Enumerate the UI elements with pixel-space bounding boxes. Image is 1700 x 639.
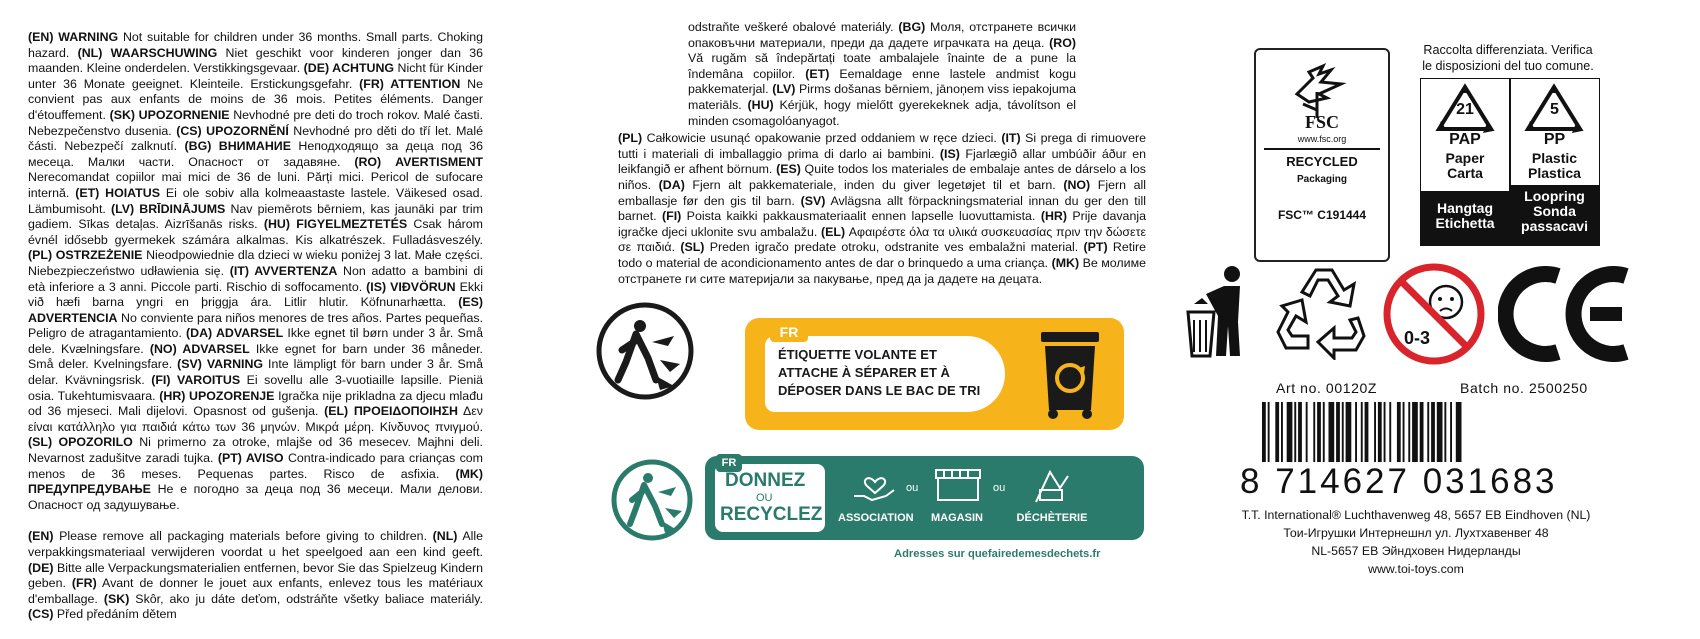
language-text: Poista kaikki pakkausmateriaalit ennen lapselle luovuttamista.	[681, 209, 1041, 224]
ou-label-1: ou	[906, 482, 919, 494]
language-text: Csak három évnél idősebb gyermekek számára alkalmas. Kis alkatrészek. Fulladásveszély.	[28, 217, 483, 247]
language-code: (PT) AVISO	[217, 451, 284, 466]
language-code: (SK) UPOZORNENIE	[109, 107, 230, 122]
language-text: Δεν είναι κατάλληλο για παιδιά κάτω των 36 μηνών. Μικρά μέρη. Κίνδυνος πνιγμού.	[28, 404, 483, 434]
address-line-3: NL-5657 ЕВ Эйндховен Нидерланды	[1311, 544, 1521, 558]
association-label: ASSOCIATION	[838, 512, 914, 524]
language-code: (SV)	[800, 193, 826, 208]
language-code: (FR)	[71, 576, 97, 591]
language-text: Not suitable for children under 36 months. Small parts. Choking hazard.	[28, 30, 483, 60]
language-text: Ве молиме отстранете ги сите материјали за пакување, пред да ја дадете на децата.	[618, 255, 1146, 286]
language-text: Ikke egnet for barn under 36 måneder. Små deler. Kvelningsfare.	[28, 341, 483, 372]
fsc-code: FSC™ C191444	[1277, 208, 1367, 222]
language-text: Ei sovellu alle 3-vuotiaille lapsille. Pieniä osia. Tukehtumisvaara.	[28, 373, 484, 403]
language-text: Całkowicie usunąć opakowanie przed oddaniem w ręce dzieci.	[642, 131, 1002, 146]
decheterie-label: DÉCHÈTERIE	[1016, 512, 1088, 524]
packaging-paragraph-2b	[618, 131, 1146, 287]
language-text: Kérjük, hogy mielőtt gyerekeknek adja, távolítson el minden csomagolóanyagot.	[688, 97, 1076, 128]
language-code: (NO) ADVARSEL	[149, 341, 250, 356]
language-text: Nerecomandat copiilor mai mici de 36 de luni. Părți mici. Pericol de sufocare internă.	[28, 170, 483, 200]
language-text: odstraňte veškeré obalové materiály.	[688, 20, 899, 34]
language-code: (RO) AVERTISMENT	[354, 154, 483, 169]
address-line-2: Тои-Игрушки Интернешнл ул. Лухтхавенвег 48	[1283, 526, 1549, 540]
language-text: Fjern all emballasje før den gis til barn.	[618, 177, 1146, 208]
language-text: Skôr, ako ju dáte deťom, odstráňte všetky baliace materiály.	[129, 591, 483, 606]
language-text: Niet geschikt voor kinderen jonger dan 36 maanden. Kleine onderdelen. Verstikkingsgevaar.	[28, 45, 483, 76]
language-code: (CS)	[28, 607, 54, 622]
language-text: Nevhodné pro děti do tří let. Malé části. Nebezpečí zalknutí.	[28, 123, 483, 154]
language-text: Не е погодно за деца под 36 месеци. Мали делови. Опасност од задушување.	[28, 482, 483, 512]
donnez-text: DONNEZ	[725, 470, 806, 491]
fr-badge-green: FR	[716, 454, 742, 472]
shop-icon	[932, 466, 984, 504]
hand-heart-icon	[852, 468, 898, 504]
language-text: Bitte alle Verpackungsmaterialien entfernen, bevor Sie das Spielzeug Kindern geben.	[28, 560, 483, 591]
warning-paragraph	[28, 30, 483, 513]
language-text: Nevhodné pre deti do troch rokov. Malé časti. Nebezpečenstvo dusenia.	[28, 107, 484, 138]
fr-triage-box	[650, 318, 1124, 430]
language-code: (SK)	[103, 591, 130, 606]
warnings-column	[28, 30, 483, 639]
language-text: Nicht für Kinder unter 36 Monate geeignet. Kleinteile. Erstickungsgefahr.	[28, 61, 483, 91]
loopring-label: Loopring Sonda passacavi	[1510, 185, 1599, 245]
tidyman-icon	[1180, 264, 1258, 360]
language-text: Nav piemērots bērniem, kas jaunāki par trim gadiem. Sīkas detaļas. Aizrīšanās risks.	[28, 201, 484, 232]
language-text: Fjern alt pakkemateriale, inden du giver legetøjet til et barn.	[684, 177, 1064, 192]
language-code: (RO)	[1049, 35, 1076, 50]
language-code: (DA)	[658, 177, 685, 192]
website-link[interactable]: Adresses sur quefairedemesdechets.fr	[894, 548, 1101, 560]
fsc-recycled: RECYCLED	[1286, 154, 1358, 169]
dechetterie-icon	[1030, 464, 1074, 506]
language-code: (SV) VARNING	[177, 357, 264, 372]
language-code: (LV)	[772, 82, 796, 97]
language-text: Avlägsna allt förpackningsmaterial innan du ger den till barnet.	[618, 193, 1146, 224]
language-text: Non adatto a bambini di età inferiore a 3 anni. Piccole parti. Rischio di soffocamento.	[28, 263, 483, 294]
language-text: Ei ole sobiv alla kolmeaastaste lastele. Väikesed osad. Lämbumisoht.	[28, 185, 483, 216]
language-code: (FI) VAROITUS	[151, 373, 241, 388]
language-text: Retire todo o material de acondicionamento antes de dar o brinquedo a uma criança.	[618, 240, 1146, 270]
language-code: (IS) VIÐVÖRUN	[366, 279, 456, 294]
language-code: (BG)	[898, 20, 926, 34]
packaging-paragraph-2a	[618, 20, 1146, 129]
language-code: (DA) ADVARSEL	[186, 326, 284, 341]
language-code: (DE)	[28, 560, 54, 575]
language-code: (IS)	[939, 146, 960, 161]
language-text: No conviente para niños menores de tres años. Partes pequeñas. Peligro de atragantamiento.	[28, 310, 483, 341]
language-code: (BG) ВНИМАНИЕ	[184, 139, 291, 154]
language-code: (ET) HOIATUS	[75, 185, 160, 200]
sorting-bin-icon	[1035, 328, 1105, 420]
barcode-number: 8 714627 031683	[1240, 462, 1558, 501]
language-code: (HR) UPOZORENJE	[159, 388, 275, 403]
language-code: (EL) ΠΡΟΕΙΔΟΠΟΙΗΣΗ	[324, 404, 458, 419]
language-code: (ET)	[805, 66, 830, 81]
language-text: Prije davanja igračke djeci uklonite svu ambalažu.	[618, 209, 1146, 239]
language-text: Igračka nije prikladna za djecu mlađu od 36 mjeseci. Mali dijelovi. Opasnost od gušenja.	[28, 388, 483, 419]
ou-text: OU	[756, 492, 773, 504]
language-code: (EL)	[821, 224, 846, 239]
language-text: Ne convient pas aux enfants de moins de 36 mois. Petites éléments. Danger d'étouffement.	[28, 76, 483, 122]
language-text: Pirms došanas bērniem, jānoņem viss iepakojuma materiāls.	[688, 82, 1076, 112]
language-code: (ES) ADVERTENCIA	[28, 295, 483, 325]
fr-donate-box	[620, 456, 1144, 540]
language-text: Моля, отстранете всички опаковъчни материали, преди да дадете играчката на деца.	[688, 20, 1076, 50]
language-code: (SL)	[680, 240, 705, 255]
fsc-brand: FSC	[1304, 112, 1339, 132]
language-text: Nieodpowiednie dla dzieci w wieku poniżej 3 lat. Małe części. Niebezpieczeństwo udławienia się.	[28, 248, 483, 278]
language-code: (MK) ПРЕДУПРЕДУВАЊЕ	[28, 466, 483, 497]
ou-label-2: ou	[993, 482, 1006, 494]
language-code: (PL) OSTRZEŻENIE	[28, 248, 143, 263]
language-text: Quite todos los materiales de embalaje antes de dárselo a los niños.	[618, 162, 1146, 192]
language-text: Eemaldage enne lastele andmist kogu pakkematerjal.	[688, 66, 1076, 97]
fsc-label	[1254, 48, 1390, 262]
address-line-1: T.T. International® Luchthavenweg 48, 5657 EB Eindhoven (NL)	[1241, 508, 1591, 522]
language-text: Неподходящо за деца под 36 месеца. Малки части. Опасност от задавяне.	[28, 139, 483, 169]
language-text: Please remove all packaging materials before giving to children.	[53, 529, 433, 544]
language-code: (PL)	[618, 131, 643, 146]
age-warning-icon	[1382, 262, 1486, 366]
language-code: (FI)	[662, 209, 682, 224]
language-code: (HU) FIGYELMEZTETÉS	[263, 217, 408, 232]
language-text: Alle verpakkingsmateriaal verwijderen voordat u het speelgoed aan een kind geeft.	[28, 529, 484, 559]
language-code: (IT) AVVERTENZA	[229, 263, 338, 278]
language-text: Avant de donner le jouet aux enfants, enlevez tous les matériaux d'emballage.	[28, 576, 483, 606]
language-code: (PT)	[1083, 240, 1108, 255]
ce-mark-icon	[1498, 266, 1638, 362]
batch-number: Batch no. 2500250	[1460, 380, 1588, 396]
language-text: Si prega di rimuovere tutti i materiali di imballaggio prima di darlo ai bambini.	[618, 131, 1146, 161]
language-code: (NL) WAARSCHUWING	[77, 45, 218, 60]
hangtag-label: Hangtag Etichetta	[1421, 191, 1509, 245]
language-code: (LV) BRĪDINĀJUMS	[110, 201, 226, 216]
language-text: Ni primerno za otroke, mlajše od 36 mesecev. Majhni deli. Nevarnost zadušitve zaradi tujka.	[28, 435, 484, 466]
language-code: (HR)	[1040, 209, 1067, 224]
language-text: Preden igračo predate otroku, odstranite ves embalažni material.	[704, 240, 1084, 255]
language-code: (NO)	[1063, 177, 1091, 192]
recyclez-text: RECYCLEZ	[720, 504, 823, 525]
language-text: Contra-indicado para crianças com menos de 36 meses. Pequenas partes. Risco de asfixia.	[28, 451, 484, 481]
magasin-label: MAGASIN	[931, 512, 983, 524]
packaging-paragraph-1	[28, 529, 483, 623]
language-text: Vă rugăm să îndepărtați toate ambalajele înainte de a pune la îndemâna copiilor.	[688, 51, 1076, 81]
language-text: Αφαιρέστε όλα τα υλικά συσκευασίας πριν την δώσετε σε παιδιά.	[618, 224, 1147, 255]
website[interactable]: www.toi-toys.com	[1368, 562, 1464, 576]
recycle-icon	[1272, 262, 1370, 360]
language-text: Ekki við hæfi barna yngri en þriggja ára. Litlir hlutir. Köfnunarhætta.	[28, 279, 483, 310]
recycling-title: Raccolta differenziata. Verifica le disposizioni del tuo comune.	[1422, 43, 1594, 73]
language-text: Ikke egnet til børn under 3 år. Små dele. Kvælningsfare.	[28, 326, 483, 356]
language-text: Inte lämpligt för barn under 3 år. Små delar. Kvävningsrisk.	[28, 357, 483, 388]
language-text: Před předáním dětem	[53, 607, 177, 622]
age-label: 0-3	[1404, 328, 1431, 348]
recycling-table: 21 PAP Paper Carta Hangtag Etichetta 5 PP Plastic Plastica Loopring Sonda passacavi	[1420, 78, 1600, 246]
language-code: (EN)	[28, 529, 54, 544]
language-code: (DE) ACHTUNG	[303, 61, 395, 76]
language-code: (EN) WARNING	[28, 30, 119, 44]
article-number: Art no. 00120Z	[1276, 380, 1378, 396]
triage-text: ÉTIQUETTE VOLANTE ET ATTACHE À SÉPARER ET À DÉPOSER DANS LE BAC DE TRI	[778, 347, 981, 398]
fsc-packaging: Packaging	[1296, 174, 1348, 185]
language-code: (ES)	[776, 162, 801, 177]
language-code: (HU)	[747, 97, 774, 112]
fr-badge: FR	[770, 322, 808, 342]
fsc-url: www.fsc.org	[1297, 134, 1347, 144]
packaging-column	[618, 20, 1146, 303]
language-code: (MK)	[1051, 255, 1080, 270]
language-code: (FR) ATTENTION	[359, 76, 461, 91]
language-code: (SL) OPOZORILO	[28, 435, 133, 450]
language-code: (IT)	[1001, 131, 1021, 146]
language-code: (NL)	[432, 529, 458, 544]
language-text: Fjarlægið allar umbúðir áður en leikfangið er afhent börnum.	[618, 146, 1146, 177]
language-code: (CS) UPOZORNĚNÍ	[176, 123, 289, 138]
